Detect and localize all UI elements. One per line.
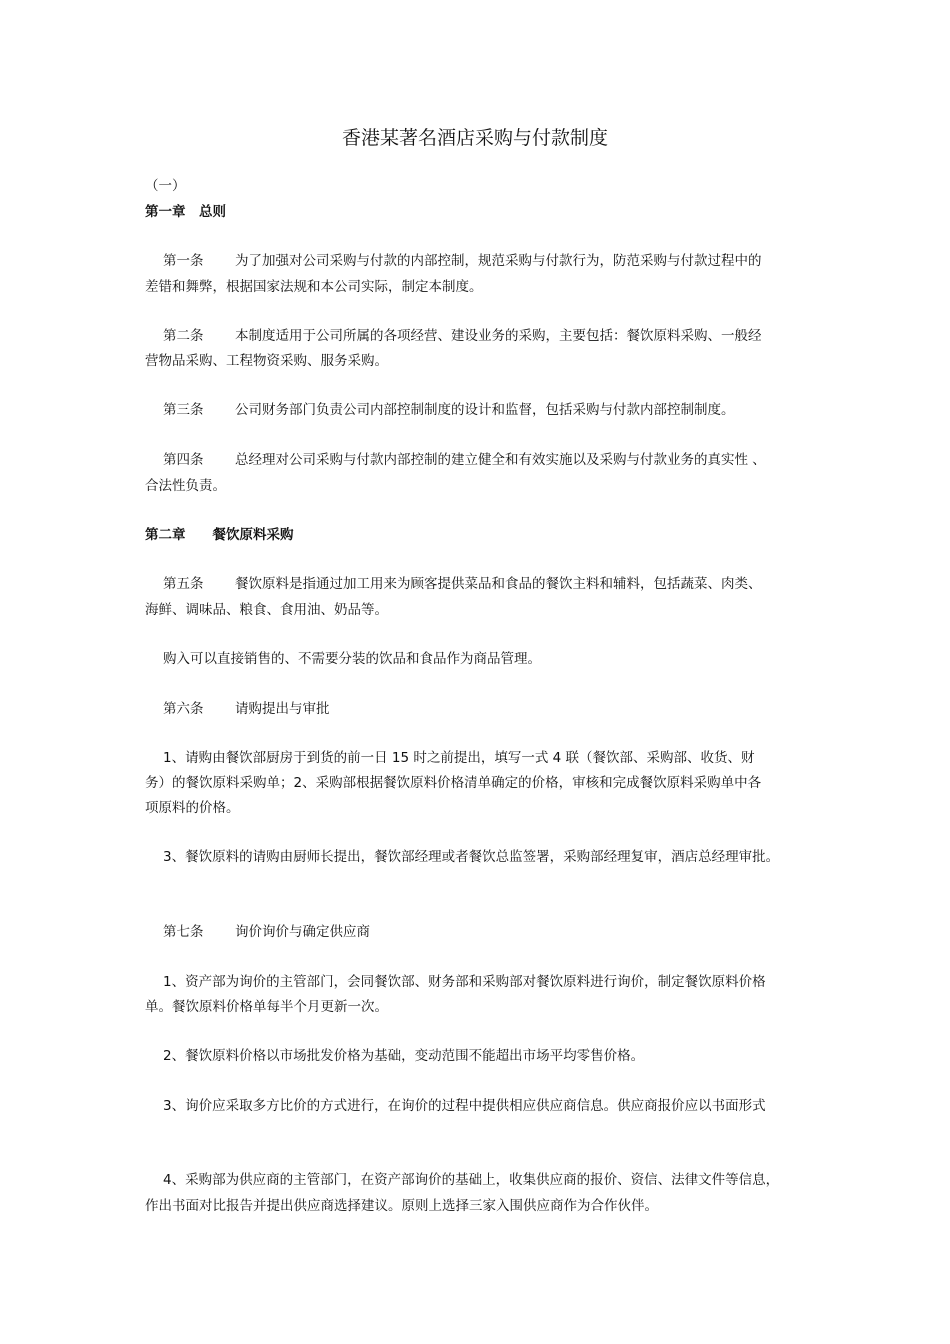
- article-7-item-1-line-2: 单。餐饮原料价格单每半个月更新一次。: [145, 999, 388, 1015]
- article-4-line-1: [145, 448, 843, 473]
- article-1-line-2: 差错和舞弊，根据国家法规和本公司实际，制定本制度。: [145, 279, 483, 295]
- article-7-item-3: 3、询价应采取多方比价的方式进行，在询价的过程中提供相应供应商信息。供应商报价应以书面形式: [163, 1098, 766, 1114]
- article-7-number: 第七条: [163, 924, 204, 940]
- article-3-number: 第三条: [163, 402, 204, 418]
- article-4-number: 第四条: [163, 452, 204, 468]
- article-6-item-1-line-2: 务）的餐饮原料采购单；2、采购部根据餐饮原料价格清单确定的价格，审核和完成餐饮原料采购单中各: [145, 775, 762, 791]
- section-marker: （一）: [145, 178, 186, 194]
- article-6-number: 第六条: [163, 701, 204, 717]
- article-4-text: 总经理对公司采购与付款内部控制的建立健全和有效实施以及采购与付款业务的真实性 、: [235, 452, 766, 468]
- chapter-1-heading: 第一章 总则: [145, 204, 226, 220]
- article-5-number: 第五条: [163, 576, 204, 592]
- article-6-item-3: 3、餐饮原料的请购由厨师长提出，餐饮部经理或者餐饮总监签署，采购部经理复审，酒店总经理审批。: [163, 849, 780, 865]
- article-7-line-1: [145, 920, 843, 945]
- chapter-2-heading: 第二章 餐饮原料采购: [145, 527, 294, 543]
- article-6-item-1-line-3: 项原料的价格。: [145, 800, 240, 816]
- document-title: 香港某著名酒店采购与付款制度: [341, 127, 608, 149]
- article-6-title: 请购提出与审批: [235, 701, 330, 717]
- article-3-text: 公司财务部门负责公司内部控制制度的设计和监督，包括采购与付款内部控制制度。: [235, 402, 735, 418]
- article-6-line-1: [145, 697, 843, 722]
- article-2-line-1: [145, 324, 843, 349]
- article-7-item-1-line-1: 1、资产部为询价的主管部门，会同餐饮部、财务部和采购部对餐饮原料进行询价，制定餐饮原料价格: [163, 974, 766, 990]
- article-7-item-2: 2、餐饮原料价格以市场批发价格为基础，变动范围不能超出市场平均零售价格。: [163, 1048, 645, 1064]
- article-2-line-2: 营物品采购、工程物资采购、服务采购。: [145, 353, 388, 369]
- article-5-line-1: [145, 572, 843, 597]
- article-6-item-1-line-1: 1、请购由餐饮部厨房于到货的前一日 15 时之前提出，填写一式 4 联（餐饮部、采购部、收货、财: [163, 750, 755, 766]
- article-3-line-1: [145, 398, 843, 423]
- article-7-item-4-line-1: 4、采购部为供应商的主管部门，在资产部询价的基础上，收集供应商的报价、资信、法律文件等信息，: [163, 1172, 780, 1188]
- article-7-title: 询价询价与确定供应商: [235, 924, 370, 940]
- article-2-number: 第二条: [163, 328, 204, 344]
- article-1-line-1: [145, 249, 843, 274]
- article-7-item-4-line-2: 作出书面对比报告并提出供应商选择建议。原则上选择三家入围供应商作为合作伙伴。: [145, 1198, 658, 1214]
- article-1-number: 第一条: [163, 253, 204, 269]
- article-2-text: 本制度适用于公司所属的各项经营、建设业务的采购，主要包括：餐饮原料采购、一般经: [235, 328, 762, 344]
- article-4-line-2: 合法性负责。: [145, 478, 226, 494]
- article-5-text: 餐饮原料是指通过加工用来为顾客提供菜品和食品的餐饮主料和辅料，包括蔬菜、肉类、: [235, 576, 762, 592]
- article-5-line-2: 海鲜、调味品、粮食、食用油、奶品等。: [145, 602, 388, 618]
- article-5-paragraph-2: 购入可以直接销售的、不需要分装的饮品和食品作为商品管理。: [163, 651, 541, 667]
- article-1-text: 为了加强对公司采购与付款的内部控制，规范采购与付款行为，防范采购与付款过程中的: [235, 253, 762, 269]
